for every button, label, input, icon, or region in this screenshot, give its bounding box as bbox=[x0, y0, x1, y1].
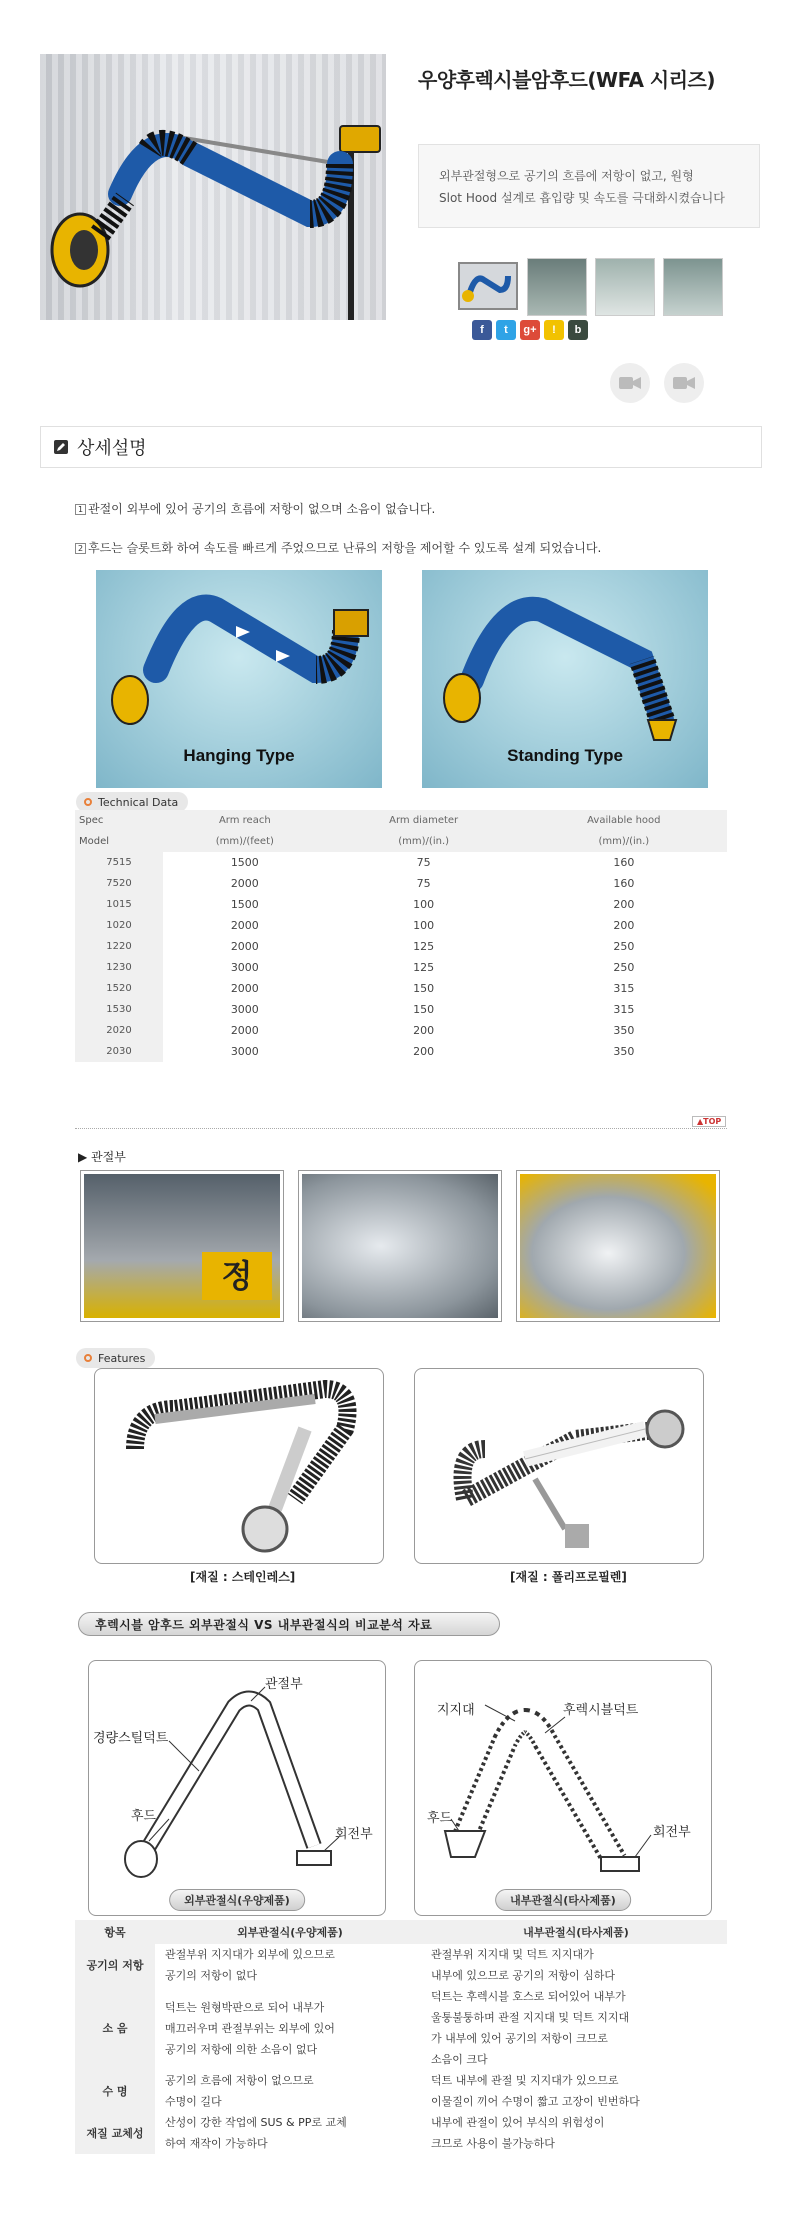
diagram-label: 지지대 bbox=[437, 1703, 475, 1718]
joint-photo-1 bbox=[80, 1170, 284, 1322]
thumbnail-3[interactable] bbox=[595, 258, 655, 316]
detail-section-header bbox=[40, 426, 762, 468]
model-label: Model bbox=[75, 831, 163, 852]
comparison-table bbox=[75, 1920, 727, 2154]
video-button-1[interactable] bbox=[610, 363, 650, 403]
table-row bbox=[75, 2070, 727, 2112]
description-line: Slot Hood 설계로 흡입량 및 속도를 극대화시켰습니다 bbox=[439, 191, 725, 205]
table-cell-model: 7520 bbox=[75, 873, 163, 894]
table-cell-theirs bbox=[425, 1986, 727, 2070]
product-title: 우양후렉시블암후드(WFA 시리즈) bbox=[418, 68, 715, 92]
table-cell-reach: 2000 bbox=[230, 982, 259, 995]
cell-line: 매끄러우며 관절부위는 외부에 있어 bbox=[165, 2021, 335, 2035]
cell-line: 내부에 관절이 있어 부식의 위험성이 bbox=[431, 2116, 605, 2129]
table-row bbox=[75, 978, 727, 999]
table-cell-hood: 200 bbox=[613, 919, 635, 932]
cell-line: 이물질이 끼어 수명이 짧고 고장이 빈번하다 bbox=[431, 2095, 640, 2108]
table-cell-diameter: 100 bbox=[413, 898, 435, 911]
table-cell-hood: 350 bbox=[613, 1045, 635, 1058]
table-cell-diameter: 150 bbox=[413, 982, 435, 995]
external-joint-diagram bbox=[88, 1660, 386, 1916]
table-cell-ours bbox=[155, 1944, 425, 1986]
band-icon[interactable]: b bbox=[568, 320, 588, 340]
pill-label: Technical Data bbox=[98, 795, 179, 809]
joint-section-title: ▶ 관절부 bbox=[78, 1150, 126, 1164]
table-cell-ours bbox=[155, 2112, 425, 2154]
google-plus-icon[interactable]: g+ bbox=[520, 320, 540, 340]
table-cell-hood: 250 bbox=[613, 940, 635, 953]
cell-line: 하여 재작이 가능하다 bbox=[165, 2137, 268, 2150]
diagram-label: 후드 bbox=[131, 1809, 157, 1824]
kakaostory-icon[interactable]: ! bbox=[544, 320, 564, 340]
cell-line: 관절부위 지지대가 외부에 있으므로 bbox=[165, 1948, 335, 1961]
detail-section-title: 상세설명 bbox=[77, 438, 147, 459]
row-header: 수 명 bbox=[75, 2070, 155, 2112]
cell-line: 수명이 길다 bbox=[165, 2095, 222, 2108]
cell-line: 덕트 내부에 관절 및 지지대가 있으므로 bbox=[431, 2074, 619, 2087]
table-cell-model: 1230 bbox=[75, 957, 163, 978]
intro-text: 관절이 외부에 있어 공기의 흐름에 저항이 없으며 소음이 없습니다. bbox=[88, 502, 436, 516]
intro-line-1 bbox=[75, 500, 435, 517]
cell-line: 공기의 저항이 없다 bbox=[165, 1969, 258, 1982]
table-row bbox=[75, 936, 727, 957]
table-row bbox=[75, 957, 727, 978]
table-cell-model: 1020 bbox=[75, 915, 163, 936]
top-button[interactable]: ▲TOP bbox=[692, 1116, 726, 1127]
facebook-icon[interactable]: f bbox=[472, 320, 492, 340]
table-cell-hood: 160 bbox=[613, 877, 635, 890]
cell-line: 울퉁불퉁하며 관절 지지대 및 덕트 지지대 bbox=[431, 2011, 630, 2024]
internal-joint-diagram bbox=[414, 1660, 712, 1916]
external-joint-pill: 외부관절식(우양제품) bbox=[169, 1889, 305, 1911]
table-row bbox=[75, 1944, 727, 1986]
cell-line: 관절부위 지지대 및 덕트 지지대가 bbox=[431, 1948, 594, 1961]
table-cell-hood: 350 bbox=[613, 1024, 635, 1037]
internal-joint-pill: 내부관절식(타사제품) bbox=[495, 1889, 631, 1911]
table-cell-reach: 1500 bbox=[230, 898, 259, 911]
divider bbox=[75, 1128, 727, 1129]
diagram-label: 관절부 bbox=[265, 1677, 303, 1692]
unit-header: (mm)/(in.) bbox=[521, 831, 727, 852]
row-header: 소 음 bbox=[75, 1986, 155, 2070]
cell-line: 덕트는 후렉시블 호스로 되어있어 내부가 bbox=[431, 1990, 626, 2003]
type-label: Standing Type bbox=[507, 746, 623, 765]
polypropylene-arm-image bbox=[414, 1368, 704, 1564]
column-header: Arm reach bbox=[163, 810, 327, 831]
table-cell-diameter: 75 bbox=[416, 877, 431, 890]
diagram-label: 회전부 bbox=[653, 1825, 691, 1840]
diagram-label: 경량스틸덕트 bbox=[93, 1731, 169, 1746]
standing-type-image bbox=[422, 570, 708, 788]
table-cell-model: 1015 bbox=[75, 894, 163, 915]
cell-line: 산성이 강한 작업에 SUS & PP로 교체 bbox=[165, 2116, 347, 2129]
row-header: 공기의 저항 bbox=[75, 1944, 155, 1986]
thumbnail-1[interactable] bbox=[458, 262, 518, 310]
row-header: 재질 교체성 bbox=[75, 2112, 155, 2154]
twitter-icon[interactable]: t bbox=[496, 320, 516, 340]
joint-photo-3 bbox=[516, 1170, 720, 1322]
table-cell-model: 7515 bbox=[75, 852, 163, 873]
table-cell-hood: 200 bbox=[613, 898, 635, 911]
thumbnail-4[interactable] bbox=[663, 258, 723, 316]
cell-line: 크므로 사용이 불가능하다 bbox=[431, 2137, 555, 2150]
technical-data-pill bbox=[76, 792, 188, 812]
hanging-type-image bbox=[96, 570, 382, 788]
table-cell-reach: 1500 bbox=[230, 856, 259, 869]
table-cell-hood: 315 bbox=[613, 1003, 635, 1016]
number-badge: 2 bbox=[75, 543, 86, 554]
column-header: 내부관절식(타사제품) bbox=[425, 1920, 727, 1944]
table-cell-reach: 3000 bbox=[230, 961, 259, 974]
product-description bbox=[418, 144, 760, 228]
joint-photo-2 bbox=[298, 1170, 502, 1322]
comparison-banner: 후렉시블 암후드 외부관절식 VS 내부관절식의 비교분석 자료 bbox=[78, 1612, 500, 1636]
column-header: Arm diameter bbox=[327, 810, 521, 831]
number-badge: 1 bbox=[75, 504, 86, 515]
video-camera-icon bbox=[619, 376, 641, 390]
feature-caption: [재질 : 스테인레스] bbox=[190, 1570, 296, 1584]
description-line: 외부관절형으로 공기의 흐름에 저항이 없고, 원형 bbox=[439, 169, 694, 183]
cell-line: 내부에 있으므로 공기의 저항이 심하다 bbox=[431, 1969, 616, 1982]
column-header: Available hood bbox=[521, 810, 727, 831]
table-cell-diameter: 200 bbox=[413, 1024, 435, 1037]
table-row bbox=[75, 852, 727, 873]
table-cell-ours bbox=[155, 2070, 425, 2112]
diagram-label: 회전부 bbox=[335, 1827, 373, 1842]
cell-line: 공기의 흐름에 저항이 없으므로 bbox=[165, 2074, 314, 2087]
table-cell-diameter: 125 bbox=[413, 961, 435, 974]
spec-label: Spec bbox=[75, 810, 163, 831]
table-cell-model: 2030 bbox=[75, 1041, 163, 1062]
table-cell-theirs bbox=[425, 2070, 727, 2112]
table-row bbox=[75, 2112, 727, 2154]
main-product-photo bbox=[40, 54, 386, 320]
pill-label: Features bbox=[98, 1351, 146, 1365]
video-camera-icon bbox=[673, 376, 695, 390]
table-cell-reach: 2000 bbox=[230, 877, 259, 890]
table-cell-reach: 3000 bbox=[230, 1003, 259, 1016]
feature-caption: [재질 : 폴리프로필렌] bbox=[510, 1570, 627, 1584]
table-cell-reach: 2000 bbox=[230, 940, 259, 953]
column-header: 외부관절식(우양제품) bbox=[155, 1920, 425, 1944]
column-header: 항목 bbox=[75, 1920, 155, 1944]
table-cell-hood: 160 bbox=[613, 856, 635, 869]
bullet-icon bbox=[84, 1354, 92, 1362]
diagram-label: 후렉시블덕트 bbox=[563, 1703, 639, 1718]
diagram-label: 후드 bbox=[427, 1811, 453, 1826]
table-row bbox=[75, 1041, 727, 1062]
table-row bbox=[75, 999, 727, 1020]
table-cell-diameter: 150 bbox=[413, 1003, 435, 1016]
table-row bbox=[75, 1020, 727, 1041]
type-label: Hanging Type bbox=[183, 746, 295, 765]
table-row bbox=[75, 894, 727, 915]
video-button-2[interactable] bbox=[664, 363, 704, 403]
stainless-arm-image bbox=[94, 1368, 384, 1564]
cell-line: 가 내부에 있어 공기의 저항이 크므로 bbox=[431, 2032, 608, 2045]
cell-line: 소음이 크다 bbox=[431, 2053, 488, 2066]
table-cell-diameter: 125 bbox=[413, 940, 435, 953]
table-cell-diameter: 100 bbox=[413, 919, 435, 932]
table-cell-model: 1530 bbox=[75, 999, 163, 1020]
table-cell-theirs bbox=[425, 2112, 727, 2154]
table-cell-reach: 3000 bbox=[230, 1045, 259, 1058]
spec-table bbox=[75, 810, 727, 1062]
pencil-icon bbox=[53, 439, 69, 455]
table-cell-diameter: 200 bbox=[413, 1045, 435, 1058]
table-cell-model: 2020 bbox=[75, 1020, 163, 1041]
unit-header: (mm)/(in.) bbox=[327, 831, 521, 852]
table-cell-ours bbox=[155, 1986, 425, 2070]
cell-line: 덕트는 원형박판으로 되어 내부가 bbox=[165, 2000, 325, 2014]
table-cell-reach: 2000 bbox=[230, 919, 259, 932]
intro-text: 후드는 슬롯트화 하여 속도를 빠르게 주었으므로 난류의 저항을 제어할 수 있도록 설계 되었습니다. bbox=[88, 541, 602, 555]
table-cell-reach: 2000 bbox=[230, 1024, 259, 1037]
table-row bbox=[75, 915, 727, 936]
intro-line-2 bbox=[75, 539, 601, 556]
table-cell-diameter: 75 bbox=[416, 856, 431, 869]
table-row bbox=[75, 873, 727, 894]
bullet-icon bbox=[84, 798, 92, 806]
unit-header: (mm)/(feet) bbox=[163, 831, 327, 852]
thumbnail-2[interactable] bbox=[527, 258, 587, 316]
table-cell-hood: 250 bbox=[613, 961, 635, 974]
table-cell-theirs bbox=[425, 1944, 727, 1986]
table-row bbox=[75, 1986, 727, 2070]
table-cell-model: 1520 bbox=[75, 978, 163, 999]
features-pill bbox=[76, 1348, 155, 1368]
table-cell-model: 1220 bbox=[75, 936, 163, 957]
table-cell-hood: 315 bbox=[613, 982, 635, 995]
cell-line: 공기의 저항에 의한 소음이 없다 bbox=[165, 2042, 318, 2056]
sign-text: 정 bbox=[202, 1252, 272, 1300]
